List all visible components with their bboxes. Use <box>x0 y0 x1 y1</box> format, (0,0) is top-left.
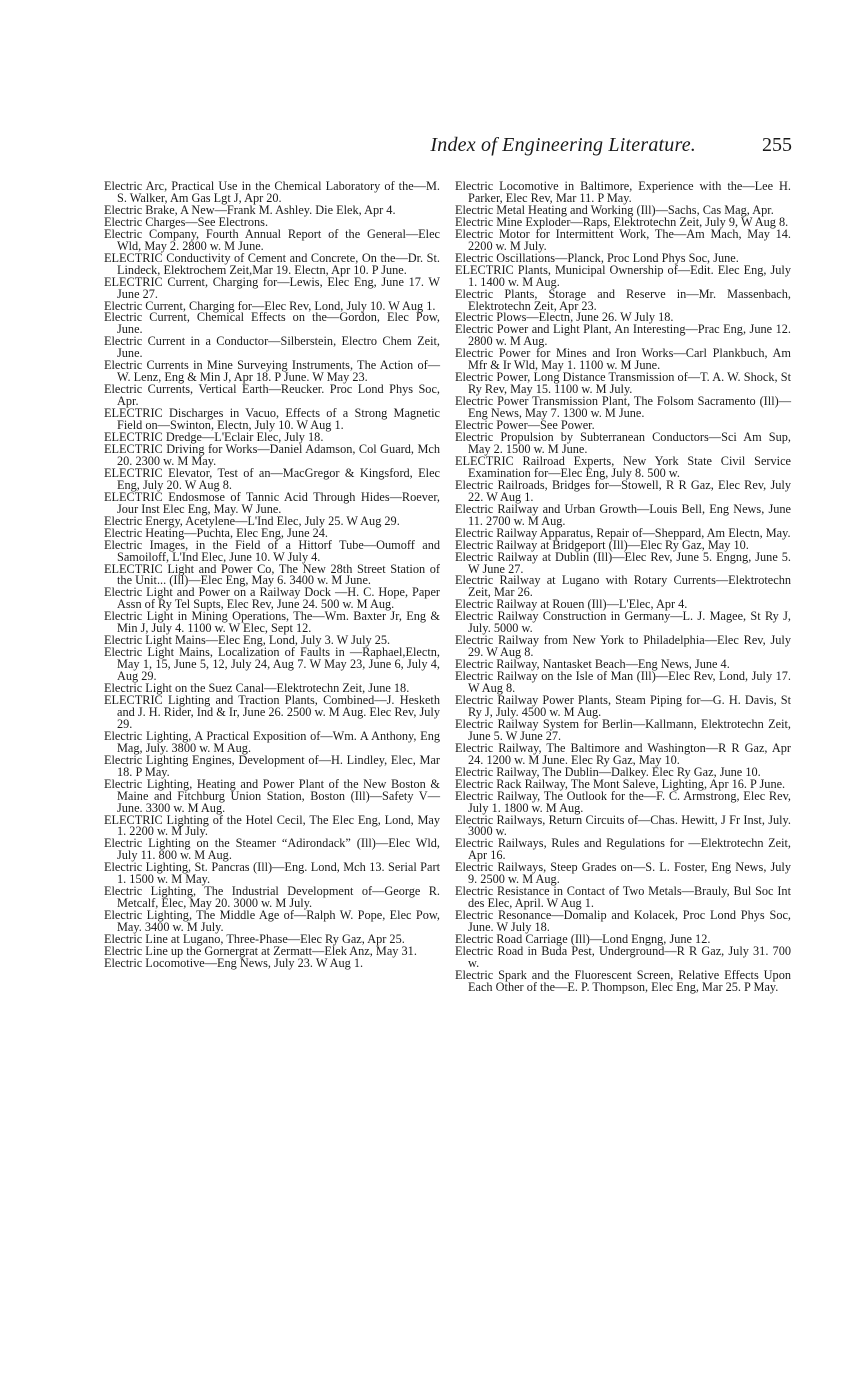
index-entry: Electric Road in Buda Pest, Underground—R R Gaz, July 31. 700 w. <box>455 944 791 970</box>
index-entry: Electric Railway at Bridgeport (Ill)—Elec Ry Gaz, May 10. <box>455 537 749 552</box>
index-entry: Electric Railway at Dublin (Ill)—Elec Rev, June 5. Engng, June 5. W June 27. <box>455 549 791 576</box>
index-entry: Electric Currents in Mine Surveying Instruments, The Action of—W. Lenz, Eng & Min J, Apr 18. P June. W May 23. <box>104 358 440 385</box>
index-entry: Electric Oscillations—Planck, Proc Lond Phys Soc, June. <box>455 250 739 265</box>
index-entry: ELECTRIC Endosmose of Tannic Acid Through Hides—Roever, Jour Inst Elec Eng, May. W June. <box>104 489 440 516</box>
index-entry: Electric Currents, Vertical Earth—Reucker. Proc Lond Phys Soc, Apr. <box>104 382 440 409</box>
index-entry: Electric Light Mains, Localization of Faults in —Raphael,Electn, May 1, 15, June 5, 12, July 24, Aug 7. W May 23, June 6, July 4, Aug 29. <box>104 645 440 684</box>
index-entry: Electric Current, Chemical Effects on the—Gordon, Elec Pow, June. <box>104 310 440 337</box>
page-title: Index of Engineering Literature. <box>430 134 696 156</box>
index-entry: Electric Plows—Electn, June 26. W July 18. <box>455 310 674 325</box>
index-entry: ELECTRIC Lighting of the Hotel Cecil, The Elec Eng, Lond, May 1. 2200 w. M July. <box>104 812 440 839</box>
index-entry: Electric Light on the Suez Canal—Elektrotechn Zeit, June 18. <box>104 681 410 696</box>
index-entry: Electric Railway Power Plants, Steam Piping for—G. H. Davis, St Ry J, July. 4500 w. M Aug. <box>455 692 791 719</box>
index-entry: Electric Images, in the Field of a Hittorf Tube—Oumoff and Samoiloff, L'Ind Elec, June 10. W July 4. <box>104 537 440 564</box>
index-entry: Electric Arc, Practical Use in the Chemical Laboratory of the—M. S. Walker, Am Gas Lgt J, Apr 20. <box>104 179 440 205</box>
index-entry: Electric Lighting, The Industrial Development of—George R. Metcalf, Elec, May 20. 3000 w. M July. <box>104 884 440 911</box>
index-entry: Electric Charges—See Electrons. <box>104 214 269 229</box>
index-entry: ELECTRIC Dredge—L'Eclair Elec, July 18. <box>104 430 324 445</box>
index-entry: Electric Spark and the Fluorescent Screen, Relative Effects Upon Each Other of the—E. P. Thompson, Elec Eng, Mar 25. P May. <box>455 967 791 994</box>
index-entry: Electric Brake, A New—Frank M. Ashley. Die Elek, Apr 4. <box>104 202 396 217</box>
index-entry: ELECTRIC Driving for Works—Daniel Adamson, Col Guard, Mch 20. 2300 w. M May. <box>104 441 440 468</box>
index-entry: Electric Railway at Lugano with Rotary Currents—Elektrotechn Zeit, Mar 26. <box>455 573 791 600</box>
index-entry: Electric Railway and Urban Growth—Louis Bell, Eng News, June 11. 2700 w. M Aug. <box>455 501 791 528</box>
index-entry: Electric Light Mains—Elec Eng, Lond, July 3. W July 25. <box>104 633 391 648</box>
index-entry: Electric Railroads, Bridges for—Stowell, R R Gaz, Elec Rev, July 22. W Aug 1. <box>455 477 791 504</box>
index-entry: Electric Locomotive—Eng News, July 23. W Aug 1. <box>104 955 364 970</box>
index-entry: Electric Line at Lugano, Three-Phase—Elec Ry Gaz, Apr 25. <box>104 932 405 947</box>
index-entry: ELECTRIC Lighting and Traction Plants, Combined—J. Hesketh and J. H. Rider, Ind & Ir, June 26. 2500 w. M Aug. Elec Rev, July 29. <box>104 692 440 731</box>
index-entry: Electric Plants, Storage and Reserve in—Mr. Massenbach, Elektrotechn Zeit, Apr 23. <box>455 286 791 313</box>
index-entry: Electric Road Carriage (Ill)—Lond Engng, June 12. <box>455 932 711 947</box>
index-entry: Electric Locomotive in Baltimore, Experience with the—Lee H. Parker, Elec Rev, Mar 11. P May. <box>455 179 791 205</box>
index-entry: Electric Rack Railway, The Mont Saleve, Lighting, Apr 16. P June. <box>455 776 786 791</box>
index-entry: Electric Light and Power on a Railway Dock —H. C. Hope, Paper Assn of Ry Tel Supts, Elec Rev, June 24. 500 w. M Aug. <box>104 585 440 612</box>
index-entry: Electric Power for Mines and Iron Works—Carl Plankbuch, Am Mfr & Ir Wld, May 1. 1100 w. M June. <box>455 346 791 373</box>
index-entry: Electric Light in Mining Operations, The—Wm. Baxter Jr, Eng & Min J, July 4. 1100 w. W Elec, Sept 12. <box>104 609 440 636</box>
index-entry: Electric Lighting Engines, Development of—H. Lindley, Elec, Mar 18. P May. <box>104 752 440 779</box>
index-entry: Electric Railway, The Dublin—Dalkey. Elec Ry Gaz, June 10. <box>455 764 761 779</box>
index-entry: Electric Lighting, Heating and Power Plant of the New Boston & Maine and Fitchburg Union Station, Boston (Ill)—Safety V—June. 3300 w. M Aug. <box>104 776 440 815</box>
index-entry: Electric Railway Construction in Germany—L. J. Magee, St Ry J, July. 5000 w. <box>455 609 791 636</box>
index-entry: Electric Metal Heating and Working (Ill)—Sachs, Cas Mag, Apr. <box>455 202 774 217</box>
left-column <box>104 181 440 970</box>
right-column <box>455 181 791 994</box>
index-entry: Electric Railway from New York to Philadelphia—Elec Rev, July 29. W Aug 8. <box>455 633 791 660</box>
index-entry: ELECTRIC Railroad Experts, New York State Civil Service Examination for—Elec Eng, July 8. 500 w. <box>455 453 791 480</box>
index-entry: Electric Lighting, The Middle Age of—Ralph W. Pope, Elec Pow, May. 3400 w. M July. <box>104 908 440 935</box>
index-entry: Electric Energy, Acetylene—L'Ind Elec, July 25. W Aug 29. <box>104 513 400 528</box>
index-entry: Electric Railways, Rules and Regulations for —Elektrotechn Zeit, Apr 16. <box>455 836 791 863</box>
index-entry: ELECTRIC Elevator, Test of an—MacGregor & Kingsford, Elec Eng, July 20. W Aug 8. <box>104 465 440 492</box>
index-entry: Electric Propulsion by Subterranean Conductors—Sci Am Sup, May 2. 1500 w. M June. <box>455 430 791 456</box>
running-header <box>104 134 792 160</box>
index-entry: Electric Power Transmission Plant, The Folsom Sacramento (Ill)—Eng News, May 7. 1300 w. M June. <box>455 394 791 421</box>
index-entry: ELECTRIC Light and Power Co, The New 28th Street Station of the Unit... (Ill)—Elec Eng, May 6. 3400 w. M June. <box>104 561 440 588</box>
index-entry: ELECTRIC Conductivity of Cement and Concrete, On the—Dr. St. Lindeck, Elektrochem Zeit,Mar 19. Electn, Apr 10. P June. <box>104 250 440 277</box>
index-entry: Electric Railway at Rouen (Ill)—L'Elec, Apr 4. <box>455 597 688 612</box>
index-entry: Electric Railways, Return Circuits of—Chas. Hewitt, J Fr Inst, July. 3000 w. <box>455 812 791 839</box>
index-entry: Electric Railway, The Baltimore and Washington—R R Gaz, Apr 24. 1200 w. M June. Elec Ry Gaz, May 10. <box>455 740 791 767</box>
index-entry: ELECTRIC Discharges in Vacuo, Effects of a Strong Magnetic Field on—Swinton, Electn, July 10. W Aug 1. <box>104 406 440 433</box>
index-entry: Electric Railway, Nantasket Beach—Eng News, June 4. <box>455 657 730 672</box>
index-entry: Electric Heating—Puchta, Elec Eng, June 24. <box>104 525 329 540</box>
index-entry: Electric Power—See Power. <box>455 418 595 433</box>
index-entry: Electric Power and Light Plant, An Interesting—Prac Eng, June 12. 2800 w. M Aug. <box>455 322 791 349</box>
index-entry: Electric Motor for Intermittent Work, The—Am Mach, May 14. 2200 w. M July. <box>455 226 791 253</box>
index-entry: ELECTRIC Current, Charging for—Lewis, Elec Eng, June 17. W June 27. <box>104 274 440 301</box>
index-entry: Electric Resonance—Domalip and Kolacek, Proc Lond Phys Soc, June. W July 18. <box>455 908 791 935</box>
index-entry: Electric Railway on the Isle of Man (Ill)—Elec Rev, Lond, July 17. W Aug 8. <box>455 669 791 696</box>
index-entry: Electric Railway, The Outlook for the—F. C. Armstrong, Elec Rev, July 1. 1800 w. M Aug. <box>455 788 791 815</box>
index-entry: Electric Current in a Conductor—Silberstein, Electro Chem Zeit, June. <box>104 334 440 361</box>
index-entry: ELECTRIC Plants, Municipal Ownership of—Edit. Elec Eng, July 1. 1400 w. M Aug. <box>455 262 791 289</box>
page-number: 255 <box>762 134 792 156</box>
index-entry: Electric Lighting, A Practical Exposition of—Wm. A Anthony, Eng Mag, July. 3800 w. M Aug. <box>104 728 440 755</box>
index-entry: Electric Line up the Gornergrat at Zermatt—Elek Anz, May 31. <box>104 944 417 958</box>
index-entry: Electric Company, Fourth Annual Report of the General—Elec Wld, May 2. 2800 w. M June. <box>104 226 440 253</box>
index-entry: Electric Current, Charging for—Elec Rev, Lond, July 10. W Aug 1. <box>104 298 436 313</box>
index-entry: Electric Mine Exploder—Raps, Elektrotechn Zeit, July 9, W Aug 8. <box>455 214 789 229</box>
index-entry: Electric Resistance in Contact of Two Metals—Brauly, Bul Soc Int des Elec, April. W Aug 1. <box>455 884 791 911</box>
index-entry: Electric Power, Long Distance Transmission of—T. A. W. Shock, St Ry Rev, May 15. 1100 w. M July. <box>455 370 791 397</box>
index-entry: Electric Railway System for Berlin—Kallmann, Elektrotechn Zeit, June 5. W June 27. <box>455 716 791 743</box>
index-entry: Electric Railway Apparatus, Repair of—Sheppard, Am Electn, May. <box>455 525 791 540</box>
index-entry: Electric Lighting, St. Pancras (Ill)—Eng. Lond, Mch 13. Serial Part 1. 1500 w. M May. <box>104 860 440 887</box>
index-entry: Electric Railways, Steep Grades on—S. L. Foster, Eng News, July 9. 2500 w. M Aug. <box>455 860 791 887</box>
index-entry: Electric Lighting on the Steamer “Adirondack” (Ill)—Elec Wld, July 11. 800 w. M Aug. <box>104 836 440 863</box>
